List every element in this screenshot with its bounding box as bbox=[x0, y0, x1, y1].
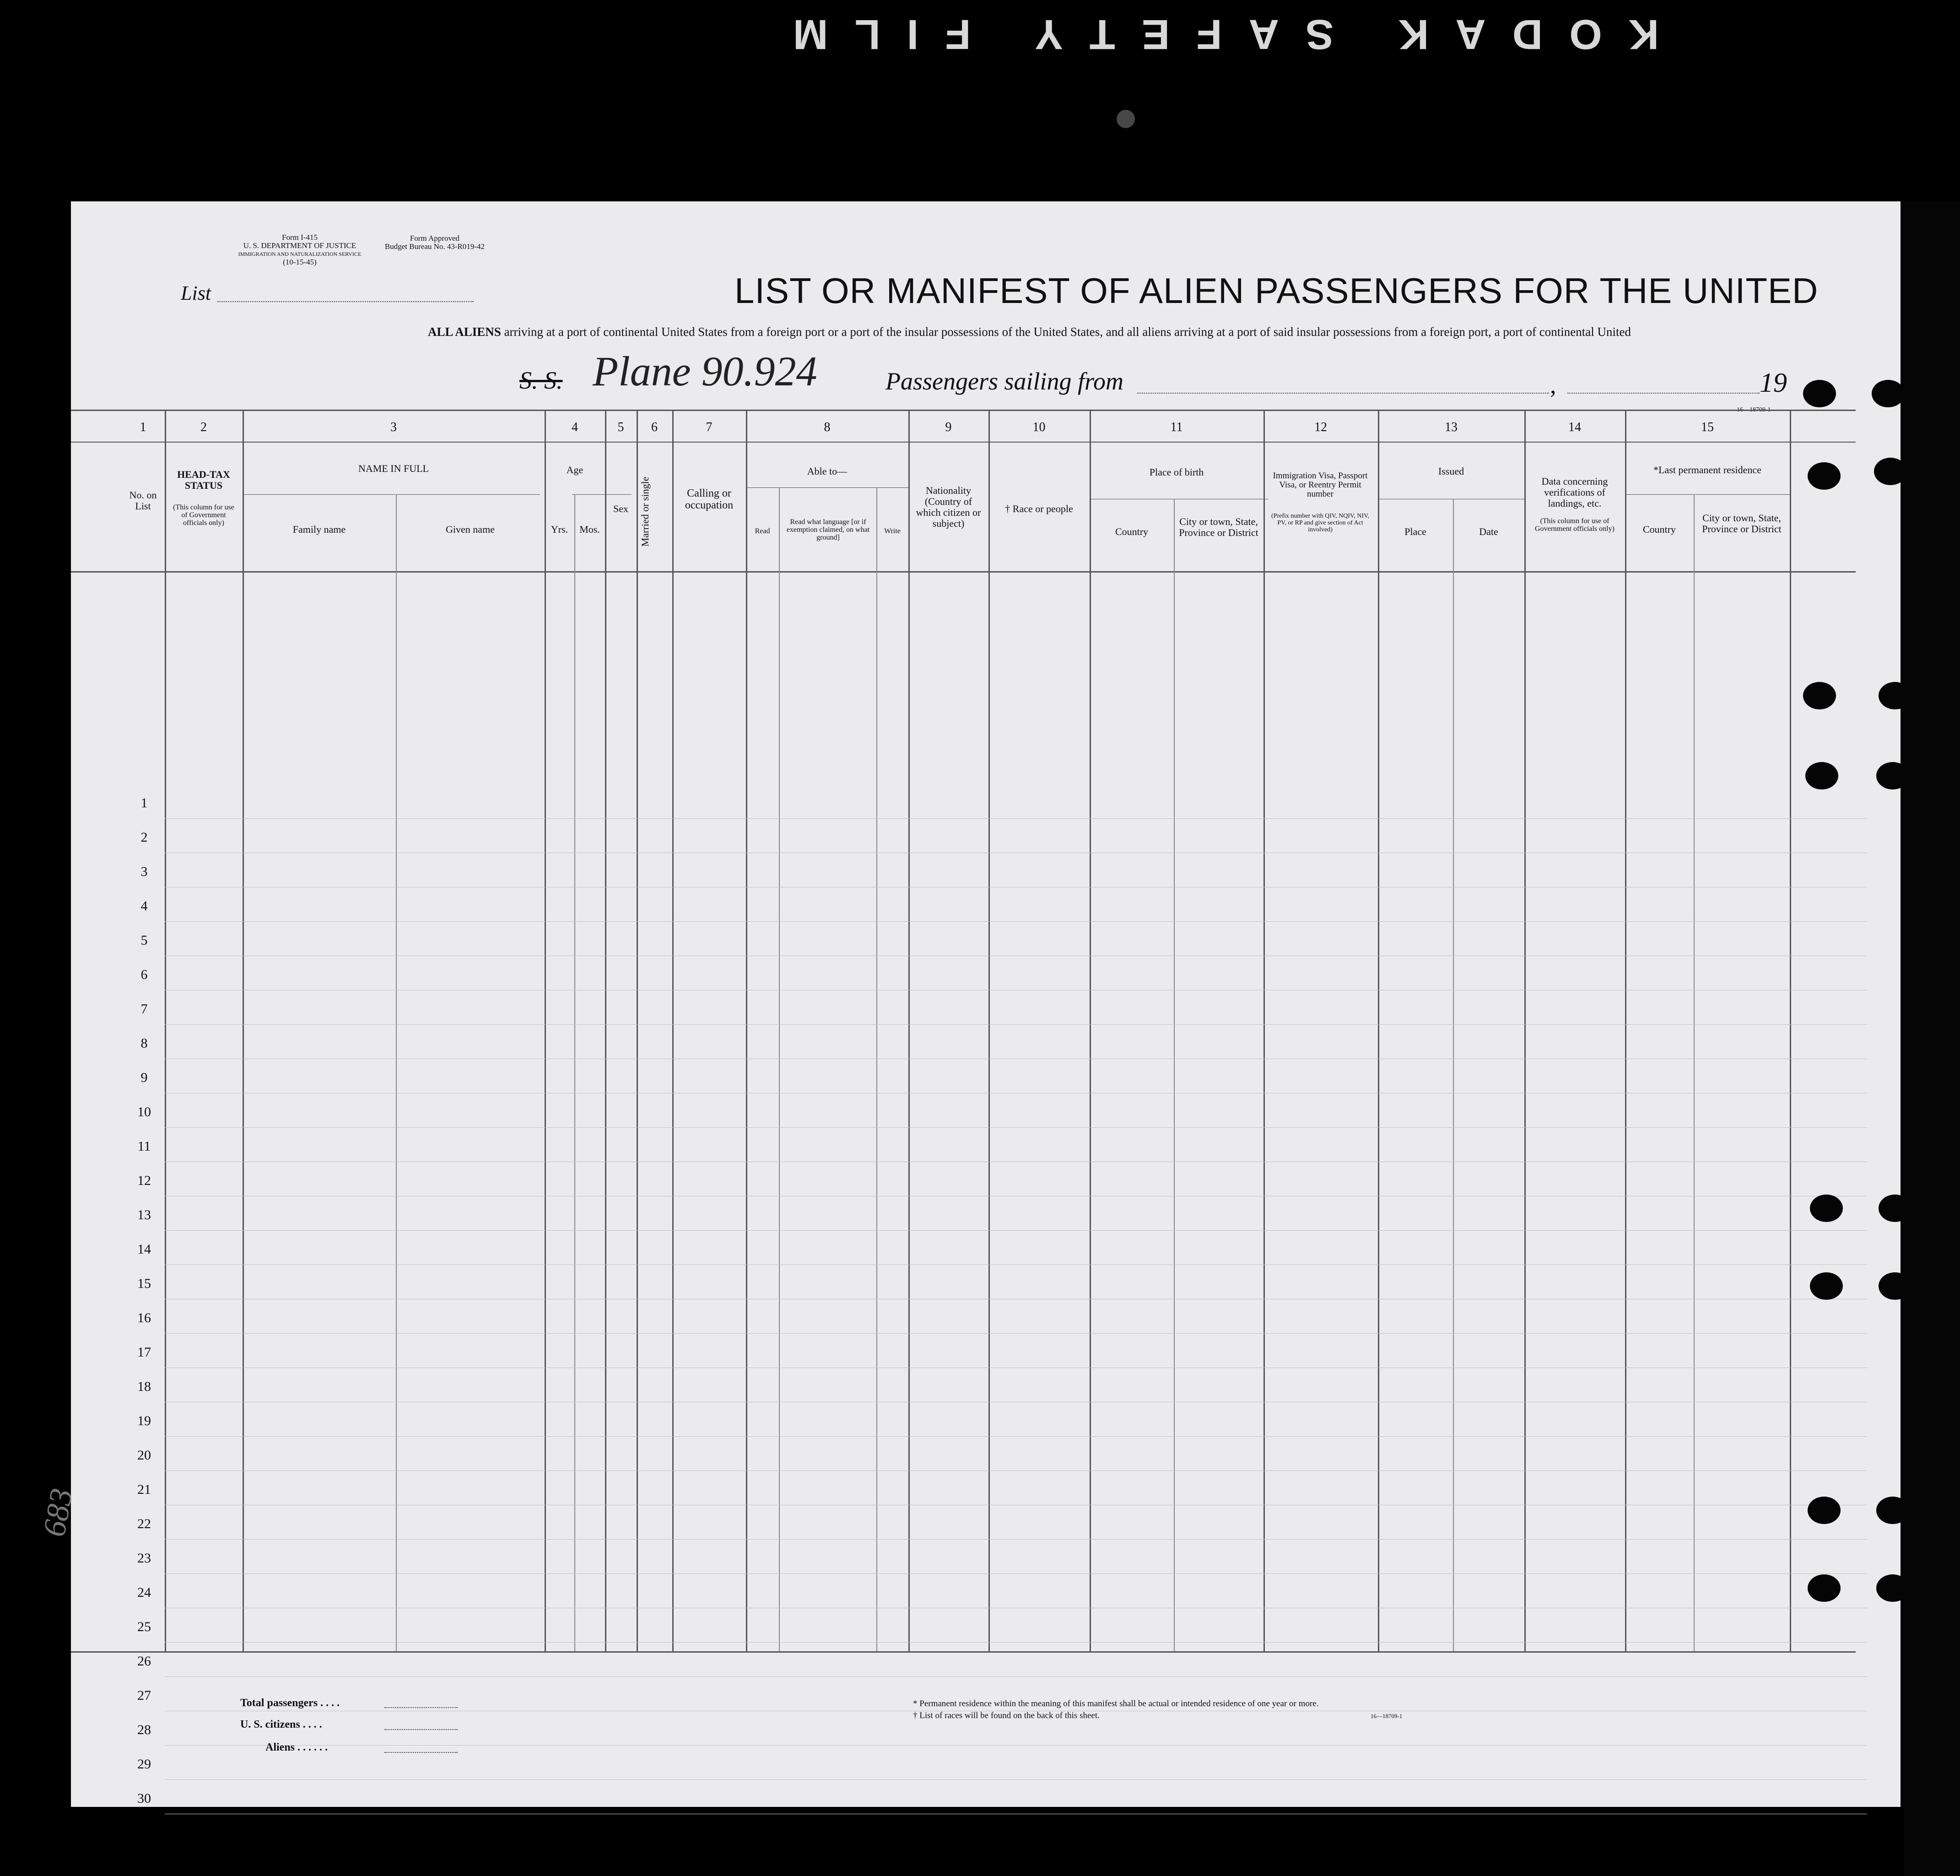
colnum-7: 7 bbox=[706, 420, 713, 434]
row-number: 3 bbox=[140, 864, 148, 879]
col-nationality: Nationality (Country of which citizen or subject) bbox=[916, 485, 981, 529]
col-divider bbox=[876, 487, 877, 1651]
budget-number: Budget Bureau No. 43-R019-42 bbox=[384, 242, 485, 251]
col-divider bbox=[1524, 410, 1526, 1651]
row-number: 1 bbox=[140, 795, 148, 811]
colnum-4: 4 bbox=[572, 420, 578, 434]
year-prefix: 19 bbox=[1760, 368, 1787, 398]
row-number: 18 bbox=[137, 1379, 151, 1394]
form-code: 16—18709-1 bbox=[1737, 406, 1771, 413]
col-divider bbox=[1790, 410, 1791, 1651]
film-edge-text: KODAK SAFETY FILM bbox=[766, 11, 1659, 58]
punch-hole bbox=[1876, 762, 1909, 789]
col-divider bbox=[1263, 410, 1265, 1651]
punch-hole bbox=[1810, 1195, 1843, 1222]
name-subrule bbox=[243, 494, 540, 495]
subtitle-text: arriving at a port of continental United States from a foreign port or a port of the insular possessions of the United States, and all aliens arriving at a port of said insular possessions from a foreign port, a port of continental United bbox=[504, 325, 1631, 339]
aliens-label: Aliens . . . . . . bbox=[265, 1741, 328, 1753]
col-head-tax-note: (This column for use of Government officials only) bbox=[173, 503, 234, 527]
punch-hole bbox=[1808, 462, 1841, 490]
col-divider bbox=[574, 494, 575, 1651]
row-number: 17 bbox=[137, 1345, 151, 1360]
table-row[interactable] bbox=[165, 1333, 1867, 1334]
punch-hole bbox=[1874, 458, 1907, 485]
colnum-6: 6 bbox=[651, 420, 658, 434]
col-divider bbox=[746, 410, 747, 1651]
row-number: 24 bbox=[137, 1585, 151, 1600]
table-row[interactable] bbox=[165, 1745, 1867, 1746]
row-number: 14 bbox=[137, 1242, 151, 1257]
col-verifications-note: (This column for use of Government officials only) bbox=[1535, 517, 1614, 533]
row-number: 19 bbox=[137, 1413, 151, 1428]
row-number: 9 bbox=[140, 1070, 148, 1085]
film-mark bbox=[1117, 110, 1135, 128]
col-age: Age bbox=[566, 464, 583, 476]
ss-label: S. S. bbox=[519, 367, 563, 394]
footnote-code: 16—18709-1 bbox=[1371, 1713, 1403, 1719]
row-number: 30 bbox=[137, 1791, 151, 1806]
page-title: LIST OR MANIFEST OF ALIEN PASSENGERS FOR THE UNITED bbox=[734, 270, 1819, 311]
footnote-residence: * Permanent residence within the meaning of this manifest shall be actual or intended residence of one year or more. bbox=[913, 1699, 1319, 1708]
colnum-3: 3 bbox=[390, 420, 397, 434]
col-issued: Issued bbox=[1438, 465, 1464, 477]
budget-approval bbox=[359, 234, 510, 251]
row-number: 26 bbox=[137, 1654, 151, 1669]
col-divider bbox=[165, 410, 166, 1651]
col-divider bbox=[1090, 410, 1091, 1651]
row-number: 7 bbox=[140, 1001, 148, 1016]
header-bottom-rule bbox=[71, 571, 1856, 573]
film-top-edge bbox=[0, 0, 1960, 78]
us-citizens-label: U. S. citizens . . . . bbox=[240, 1719, 322, 1730]
row-number: 20 bbox=[137, 1448, 151, 1463]
colnum-15: 15 bbox=[1701, 420, 1714, 434]
col-divider bbox=[672, 410, 674, 1651]
colnum-1: 1 bbox=[140, 420, 146, 434]
col-divider bbox=[908, 410, 910, 1651]
row-number: 29 bbox=[137, 1757, 151, 1772]
table-row[interactable] bbox=[165, 1573, 1867, 1574]
punch-hole bbox=[1879, 1195, 1911, 1222]
col-birth-country: Country bbox=[1115, 526, 1149, 537]
table-row[interactable] bbox=[165, 1539, 1867, 1540]
table-row[interactable] bbox=[165, 818, 1867, 819]
col-family-name: Family name bbox=[292, 524, 346, 535]
col-divider bbox=[779, 487, 780, 1651]
row-number: 4 bbox=[140, 898, 148, 914]
row-number: 23 bbox=[137, 1551, 151, 1566]
col-divider bbox=[605, 410, 606, 1651]
table-row[interactable] bbox=[165, 1676, 1867, 1677]
punch-hole bbox=[1879, 682, 1911, 709]
colnum-8: 8 bbox=[824, 420, 831, 434]
margin-handwritten-number: 683 bbox=[36, 1486, 80, 1540]
row-number: 11 bbox=[137, 1139, 151, 1154]
punch-hole bbox=[1808, 1497, 1841, 1524]
col-visa: Immigration Visa, Passport Visa, or Reentry Permit number bbox=[1273, 471, 1368, 499]
col-name-in-full: NAME IN FULL bbox=[358, 463, 429, 474]
punch-hole bbox=[1879, 1272, 1911, 1300]
table-bottom-rule bbox=[71, 1651, 1856, 1653]
punch-hole bbox=[1872, 380, 1905, 407]
approved-label: Form Approved bbox=[410, 234, 460, 243]
row-number: 2 bbox=[140, 830, 148, 845]
sailing-label: Passengers sailing from bbox=[886, 368, 1124, 395]
residence-subrule bbox=[1625, 494, 1790, 495]
col-divider bbox=[243, 410, 244, 1651]
col-married-single: Married or single bbox=[639, 476, 651, 547]
table-row[interactable] bbox=[165, 1779, 1867, 1780]
table-row[interactable] bbox=[165, 1642, 1867, 1643]
col-divider bbox=[1174, 499, 1175, 1651]
col-residence-country: Country bbox=[1642, 524, 1676, 535]
row-number: 25 bbox=[137, 1619, 151, 1634]
col-race: † Race or people bbox=[1005, 503, 1073, 514]
footnote-races: † List of races will be found on the back of this sheet. bbox=[913, 1711, 1100, 1720]
col-divider bbox=[1378, 410, 1379, 1651]
vessel-handwritten: Plane 90.924 bbox=[593, 348, 817, 395]
table-row[interactable] bbox=[165, 1024, 1867, 1025]
punch-hole bbox=[1805, 762, 1838, 789]
total-passengers-field[interactable] bbox=[384, 1707, 458, 1708]
able-subrule bbox=[746, 487, 908, 488]
punch-hole bbox=[1803, 682, 1836, 709]
table-row[interactable] bbox=[165, 1127, 1867, 1128]
sailing-date-field[interactable] bbox=[1567, 393, 1760, 394]
col-head-tax: HEAD-TAX STATUS bbox=[177, 469, 230, 491]
table-top-rule bbox=[71, 410, 1856, 411]
form-date: (10-15-45) bbox=[283, 258, 317, 266]
table-row[interactable] bbox=[165, 1436, 1867, 1437]
col-given-name: Given name bbox=[446, 524, 495, 535]
table-row[interactable] bbox=[165, 1230, 1867, 1231]
film-right-edge bbox=[1904, 201, 1960, 1876]
list-field[interactable] bbox=[217, 301, 474, 302]
col-divider bbox=[396, 494, 397, 1651]
table-row[interactable] bbox=[165, 921, 1867, 922]
col-verifications: Data concerning verifications of landings, etc. bbox=[1541, 476, 1608, 509]
punch-hole bbox=[1803, 380, 1836, 407]
punch-hole bbox=[1810, 1272, 1843, 1300]
colnum-10: 10 bbox=[1032, 420, 1046, 434]
col-divider bbox=[637, 410, 638, 1651]
col-divider bbox=[1453, 499, 1454, 1651]
col-divider bbox=[545, 410, 546, 1651]
colnum-12: 12 bbox=[1314, 420, 1327, 434]
row-number: 12 bbox=[137, 1173, 151, 1188]
total-passengers-label: Total passengers . . . . bbox=[240, 1697, 340, 1709]
col-residence-city: City or town, State, Province or District bbox=[1702, 512, 1782, 535]
col-place-of-birth: Place of birth bbox=[1149, 466, 1204, 478]
col-sex: Sex bbox=[613, 503, 628, 514]
col-no-on-list: No. on List bbox=[129, 489, 157, 512]
us-citizens-field[interactable] bbox=[384, 1729, 458, 1730]
row-number: 15 bbox=[137, 1276, 151, 1291]
row-number: 21 bbox=[137, 1482, 151, 1497]
col-divider bbox=[1694, 494, 1695, 1651]
sailing-port-field[interactable] bbox=[1137, 393, 1549, 394]
row-number: 27 bbox=[137, 1688, 151, 1703]
manifest-sheet bbox=[71, 201, 1901, 1807]
colnum-13: 13 bbox=[1445, 420, 1458, 434]
list-label: List bbox=[181, 282, 211, 304]
colnum-9: 9 bbox=[945, 420, 952, 434]
comma: , bbox=[1550, 371, 1556, 399]
service: IMMIGRATION AND NATURALIZATION SERVICE bbox=[238, 251, 362, 257]
colnum-5: 5 bbox=[617, 420, 624, 434]
col-able-to: Able to— bbox=[807, 465, 848, 477]
row-number: 28 bbox=[137, 1722, 151, 1737]
row-number: 10 bbox=[137, 1104, 151, 1119]
row-number: 8 bbox=[140, 1036, 148, 1051]
department: U. S. DEPARTMENT OF JUSTICE bbox=[243, 241, 356, 250]
row-number: 22 bbox=[137, 1516, 151, 1531]
col-divider bbox=[1625, 410, 1626, 1651]
row-number: 13 bbox=[137, 1207, 151, 1222]
punch-hole bbox=[1808, 1574, 1841, 1602]
aliens-field[interactable] bbox=[384, 1752, 458, 1753]
colnum-14: 14 bbox=[1568, 420, 1581, 434]
colnum-11: 11 bbox=[1170, 420, 1183, 434]
subtitle bbox=[428, 325, 1631, 339]
row-number: 6 bbox=[140, 967, 148, 982]
col-calling: Calling or occupation bbox=[685, 487, 734, 511]
col-issued-date: Date bbox=[1479, 526, 1498, 537]
col-read: Read bbox=[755, 527, 770, 535]
col-issued-place: Place bbox=[1404, 526, 1426, 537]
col-birth-city: City or town, State, Province or District bbox=[1179, 516, 1258, 538]
col-age-mos: Mos. bbox=[579, 524, 600, 535]
col-read-language: Read what language [or if exemption claimed, on what ground] bbox=[786, 518, 870, 541]
punch-hole bbox=[1876, 1497, 1909, 1524]
punch-hole bbox=[1876, 1574, 1909, 1602]
subtitle-bold: ALL ALIENS bbox=[428, 325, 501, 339]
colnum-rule bbox=[71, 442, 1856, 443]
col-age-yrs: Yrs. bbox=[551, 524, 568, 535]
row-number: 5 bbox=[140, 933, 148, 948]
col-divider bbox=[988, 410, 990, 1651]
form-number: Form I-415 bbox=[282, 233, 318, 242]
col-last-residence: *Last permanent residence bbox=[1653, 464, 1761, 476]
col-visa-note: (Prefix number with QIV, NQIV, NIV, PV, or RP and give section of Act involved) bbox=[1271, 513, 1369, 533]
colnum-2: 2 bbox=[200, 420, 207, 434]
age-subrule bbox=[572, 494, 632, 495]
row-number: 16 bbox=[137, 1310, 151, 1325]
col-write: Write bbox=[884, 527, 901, 535]
